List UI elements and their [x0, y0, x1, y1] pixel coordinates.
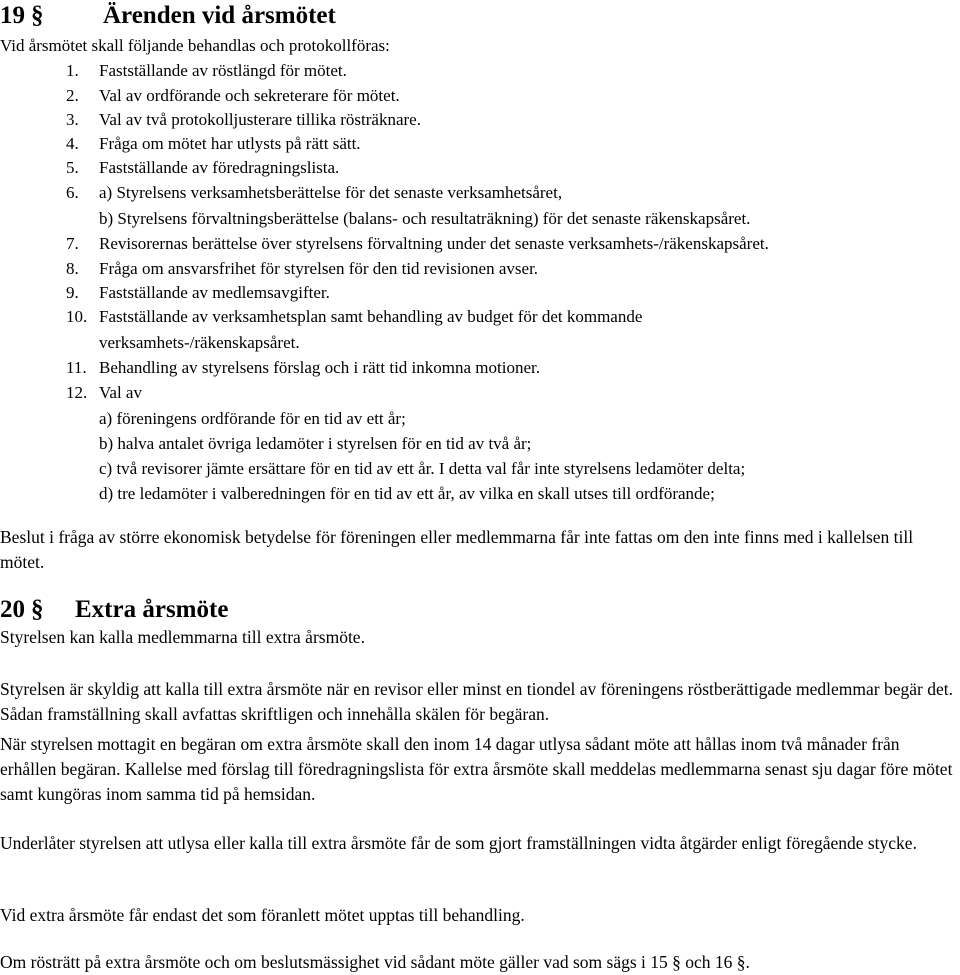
- paragraph: Underlåter styrelsen att utlysa eller kalla till extra årsmöte får de som gjort framställningen vidta åtgärder enligt föregående stycke.: [0, 833, 917, 853]
- paragraph: Vid extra årsmöte får endast det som föranlett mötet upptas till behandling.: [0, 905, 525, 925]
- list-item: 12. Val av: [66, 383, 142, 402]
- list-item: 10. Fastställande av verksamhetsplan samt behandling av budget för det kommande: [66, 307, 643, 326]
- list-item: 8. Fråga om ansvarsfrihet för styrelsen för den tid revisionen avser.: [66, 259, 539, 278]
- list-item: 4. Fråga om mötet har utlysts på rätt sätt.: [66, 134, 361, 153]
- sub-list-item: a) föreningens ordförande för en tid av ett år;: [99, 409, 406, 428]
- section-symbol: §: [31, 596, 44, 623]
- list-item: 5. Fastställande av föredragningslista.: [66, 158, 340, 177]
- list-item: 6. a) Styrelsens verksamhetsberättelse för det senaste verksamhetsåret,: [66, 183, 563, 202]
- section-19-heading: [0, 2, 336, 30]
- sub-list-item: c) två revisorer jämte ersättare för en tid av ett år. I detta val får inte styrelsens ledamöter delta;: [99, 459, 746, 478]
- section-symbol: §: [31, 2, 44, 29]
- list-item: 11. Behandling av styrelsens förslag och i rätt tid inkomna motioner.: [66, 358, 540, 377]
- section-title: Extra årsmöte: [75, 596, 229, 623]
- paragraph: Styrelsen kan kalla medlemmarna till extra årsmöte.: [0, 627, 365, 647]
- sub-list-item: d) tre ledamöter i valberedningen för en tid av ett år, av vilka en skall utses till ordförande;: [99, 484, 715, 503]
- list-item: 1. Fastställande av röstlängd för mötet.: [66, 61, 347, 80]
- list-item: 9. Fastställande av medlemsavgifter.: [66, 283, 330, 302]
- list-item: 7. Revisorernas berättelse över styrelsens förvaltning under det senaste verksamhets-/räkenskapsåret.: [66, 234, 769, 253]
- list-item: verksamhets-/räkenskapsåret.: [99, 333, 300, 352]
- section-19-intro: Vid årsmötet skall följande behandlas och protokollföras:: [0, 36, 390, 55]
- list-item: 3. Val av två protokolljusterare tillika rösträknare.: [66, 110, 421, 129]
- paragraph: Styrelsen är skyldig att kalla till extra årsmöte när en revisor eller minst en tiondel av föreningens röstberättigade medlemmar begär det. Sådan framställning skall avfattas skriftligen och innehålla skälen för begäran.: [0, 679, 953, 724]
- section-19-closing: Beslut i fråga av större ekonomisk betydelse för föreningen eller medlemmarna får inte fattas om den inte finns med i kallelsen till mötet.: [0, 527, 914, 572]
- section-20-heading: [0, 596, 228, 624]
- section-number: 20: [0, 596, 25, 623]
- list-item: b) Styrelsens förvaltningsberättelse (balans- och resultaträkning) för det senaste räkenskapsåret.: [99, 209, 751, 228]
- paragraph: Om rösträtt på extra årsmöte och om beslutsmässighet vid sådant möte gäller vad som sägs i 15 § och 16 §.: [0, 952, 750, 972]
- sub-list-item: b) halva antalet övriga ledamöter i styrelsen för en tid av två år;: [99, 434, 532, 453]
- list-item: 2. Val av ordförande och sekreterare för mötet.: [66, 86, 400, 105]
- section-title: Ärenden vid årsmötet: [103, 2, 336, 29]
- paragraph: När styrelsen mottagit en begäran om extra årsmöte skall den inom 14 dagar utlysa sådant möte att hållas inom två månader från erhållen begäran. Kallelse med förslag till föredragningslista för extra årsmöte skall meddelas medlemmarna senast sju dagar före mötet samt kungöras inom samma tid på hemsidan.: [0, 734, 953, 804]
- section-number: 19: [0, 2, 25, 29]
